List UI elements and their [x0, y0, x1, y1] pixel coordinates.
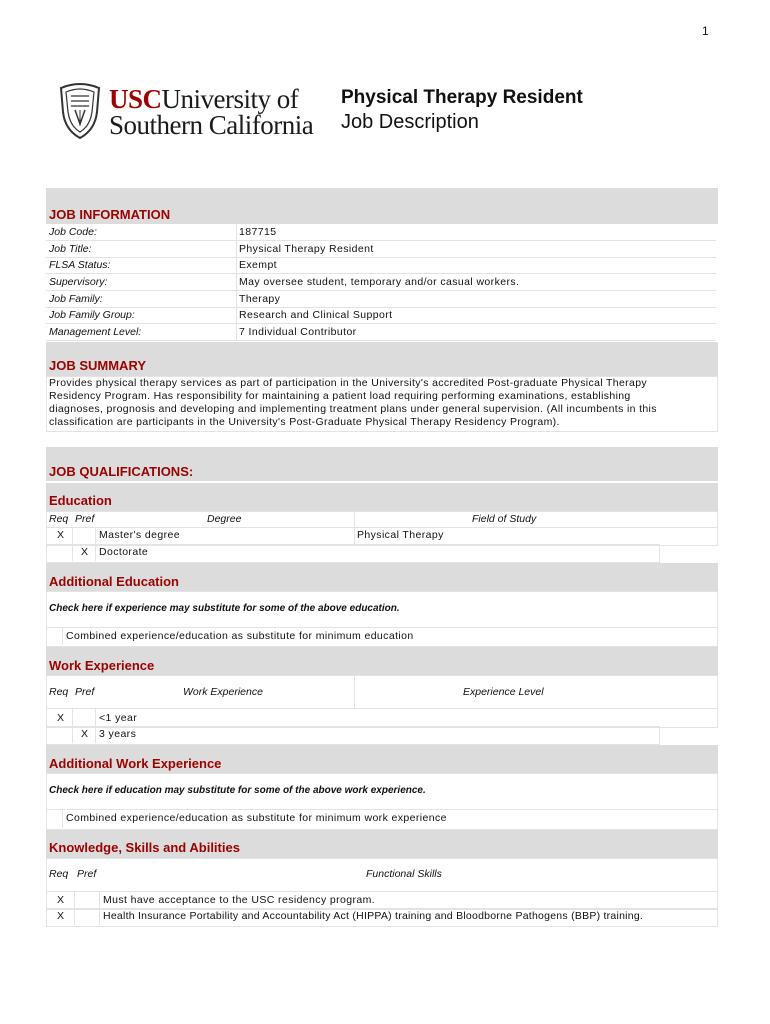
education-pref-header: Pref: [75, 513, 95, 525]
education-header-row: [46, 511, 718, 528]
education-col-divider: [72, 527, 73, 561]
ksa-col-divider: [74, 891, 75, 925]
work-experience-row: [46, 726, 660, 745]
education-heading: Education: [49, 493, 112, 508]
ksa-req-header: Req: [49, 868, 69, 880]
education-col-divider: [354, 511, 355, 544]
ksa-req-mark: X: [57, 910, 65, 922]
job-info-row: Supervisory: May oversee student, temporary and/or casual workers.: [46, 274, 716, 291]
ksa-skill: Must have acceptance to the USC residency program.: [103, 894, 376, 906]
ksa-skill: Health Insurance Portability and Accountability Act (HIPPA) training and Bloodborne Pathogens (BBP) training.: [103, 910, 644, 922]
education-col-divider: [95, 527, 96, 561]
job-info-row: Job Family: Therapy: [46, 291, 716, 308]
job-summary-heading: JOB SUMMARY: [49, 358, 147, 373]
work-level: 3 years: [99, 728, 137, 740]
ksa-skills-header: Functional Skills: [366, 868, 442, 880]
job-info-row: Job Family Group: Research and Clinical Support: [46, 307, 716, 324]
work-req-mark: X: [57, 712, 65, 724]
work-col-divider: [354, 675, 355, 708]
document-title: Physical Therapy Resident: [341, 87, 583, 108]
work-experience-header: Work Experience: [183, 686, 263, 698]
education-degree: Master's degree: [99, 529, 180, 541]
additional-education-option: Combined experience/education as substitute for minimum education: [66, 630, 414, 642]
additional-work-option: Combined experience/education as substitute for minimum work experience: [66, 812, 447, 824]
usc-seal-icon: [57, 82, 103, 140]
work-col-divider: [95, 708, 96, 743]
ksa-req-mark: X: [57, 894, 65, 906]
job-info-row: Management Level: 7 Individual Contributor: [46, 324, 716, 341]
additional-education-heading: Additional Education: [49, 574, 179, 589]
work-level-header: Experience Level: [463, 686, 544, 698]
logo-wordmark-line1: USCUniversity of: [109, 84, 299, 114]
job-info-row: Job Title: Physical Therapy Resident: [46, 241, 716, 258]
education-degree-header: Degree: [207, 513, 242, 525]
ksa-pref-header: Pref: [77, 868, 97, 880]
additional-work-note: Check here if education may substitute for some of the above work experience.: [49, 785, 426, 796]
work-pref-header: Pref: [75, 686, 95, 698]
checkbox-divider: [62, 809, 63, 828]
job-summary-band: [46, 342, 718, 376]
work-experience-heading: Work Experience: [49, 658, 155, 673]
work-experience-row: [46, 708, 718, 728]
additional-work-experience-heading: Additional Work Experience: [49, 756, 222, 771]
education-pref-mark: X: [81, 546, 89, 558]
job-information-heading: JOB INFORMATION: [49, 207, 171, 222]
education-field: Physical Therapy: [357, 529, 444, 541]
work-experience-header-row: [46, 675, 718, 709]
logo-wordmark-line2: Southern California: [109, 110, 314, 140]
education-req-mark: X: [57, 529, 65, 541]
education-field-header: Field of Study: [472, 513, 537, 525]
job-info-row: FLSA Status: Exempt: [46, 257, 716, 274]
job-qualifications-heading: JOB QUALIFICATIONS:: [49, 464, 194, 479]
education-degree: Doctorate: [99, 546, 149, 558]
usc-logo: [57, 82, 332, 142]
work-req-header: Req: [49, 686, 69, 698]
education-band: [46, 483, 718, 511]
job-info-row: Job Code: 187715: [46, 224, 716, 241]
work-level: <1 year: [99, 712, 138, 724]
work-col-divider: [72, 708, 73, 743]
ksa-heading: Knowledge, Skills and Abilities: [49, 840, 240, 855]
checkbox-divider: [62, 627, 63, 645]
page-number: 1: [702, 24, 709, 38]
ksa-col-divider: [99, 891, 100, 925]
additional-education-note: Check here if experience may substitute for some of the above education.: [49, 603, 400, 614]
job-summary-text: Provides physical therapy services as part of participation in the University's accredited Post-graduate Physical Therapy Residency Program. Has responsibility for maintaining a patient load requiring performing examinations, establishing diagnoses, prognosis and developing and implementing treatment plans under general supervision. (All incumbents in this classification are participants in the University's Post-Graduate Physical Therapy Residency Program).: [49, 377, 657, 428]
work-pref-mark: X: [81, 728, 89, 740]
education-req-header: Req: [49, 513, 69, 525]
document-subtitle: Job Description: [341, 111, 479, 133]
